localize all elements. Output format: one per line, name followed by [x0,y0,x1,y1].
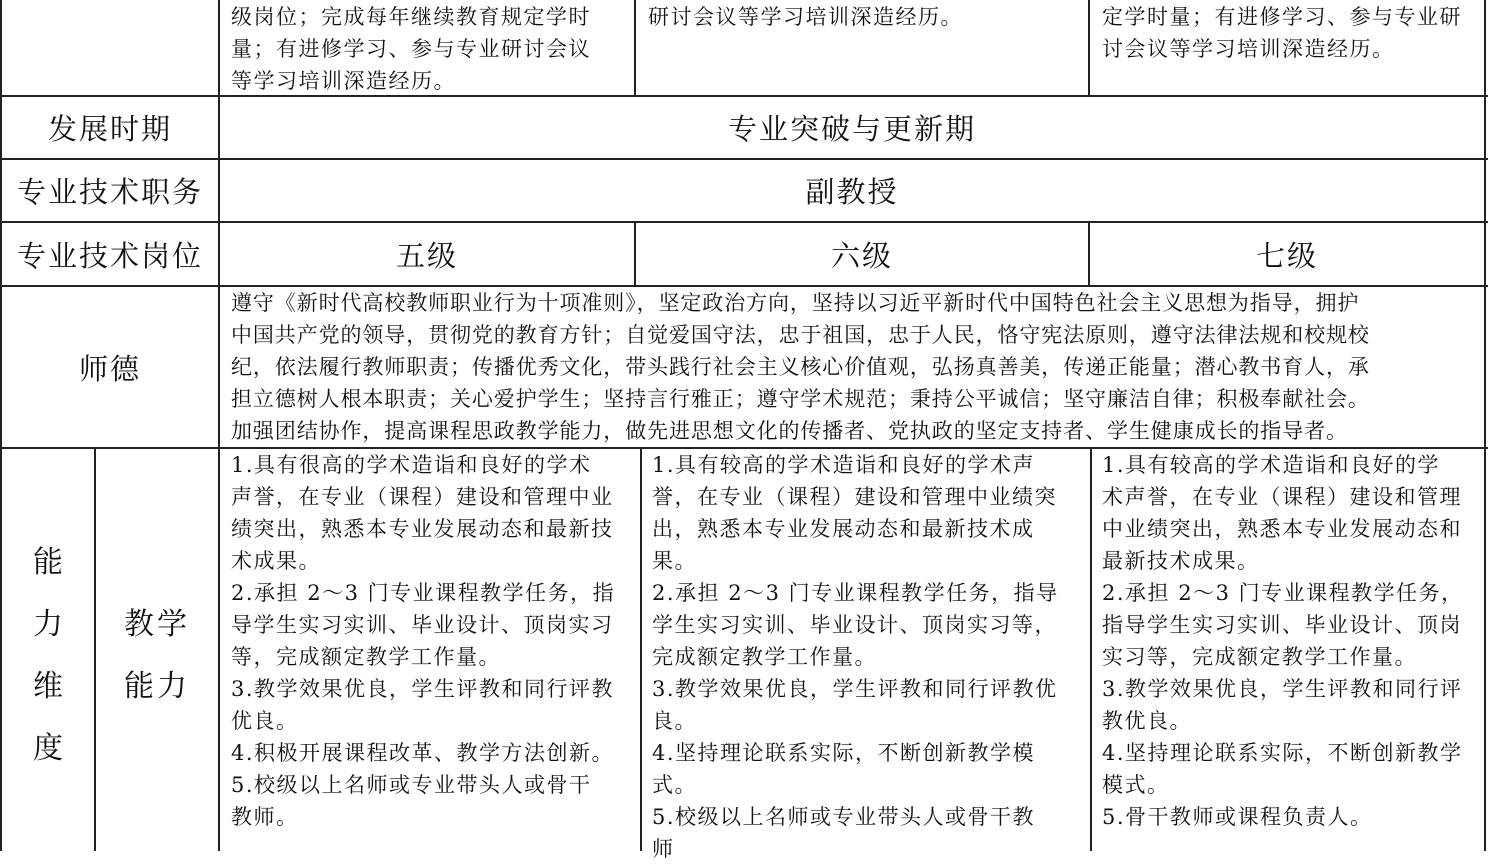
label-char: 度 [33,731,63,766]
text-line: 讨会议等学习培训深造经历。 [1102,37,1395,61]
text-line: 术成果。 [231,549,321,573]
text-line: 定学时量；有进修学习、参与专业研 [1102,5,1462,29]
text-line: 研讨会议等学习培训深造经历。 [648,5,963,29]
text-line: 指导学生实习实训、毕业设计、顶岗 [1102,613,1462,637]
label-char: 维 [33,669,63,704]
ethics-label: 师德 [78,351,141,386]
top-cell-level-2 [648,1,963,33]
text-line: 导学生实习实训、毕业设计、顶岗实习 [231,613,614,637]
text-line: 教师。 [231,805,299,829]
label-char: 力 [33,607,63,642]
text-line: 实习等，完成额定教学工作量。 [1102,645,1417,669]
post-label: 专业技术岗位 [16,238,203,273]
top-cell-level-3 [1102,1,1462,65]
text-line: 3.教学效果优良，学生评教和同行评 [1102,677,1463,701]
column-divider [634,0,636,96]
text-line: 中国共产党的领导，贯彻党的教育方针；自觉爱国守法，忠于祖国，忠于人民，恪守宪法原则，遵守法律法规和校规校 [231,323,1370,347]
ability-dimension-label [2,532,94,780]
label-char: 能 [33,545,63,580]
text-line: 量；有进修学习、参与专业研讨会议 [231,37,591,61]
text-line: 等学习培训深造经历。 [231,69,456,93]
title-value: 副教授 [805,175,899,209]
text-line: 绩突出，熟悉本专业发展动态和最新技 [231,517,614,541]
teaching-level-5 [231,449,615,833]
text-line: 级岗位；完成每年继续教育规定学时 [231,5,591,29]
text-line: 师 [652,837,675,861]
text-line: 遵守《新时代高校教师职业行为十项准则》，坚定政治方向，坚持以习近平新时代中国特色社会主义思想为指导，拥护 [231,291,1360,315]
column-divider [640,448,642,851]
teaching-level-7 [1102,449,1464,833]
text-line: 加强团结协作，提高课程思政教学能力，做先进思想文化的传播者、党执政的坚定支持者、学生健康成长的指导者。 [231,419,1348,443]
teaching-level-6 [652,449,1059,865]
text-line: 4.坚持理论联系实际，不断创新教学模 [652,741,1036,765]
text-line: 3.教学效果优良，学生评教和同行评教优 [652,677,1058,701]
text-line: 2.承担 2～3 门专业课程教学任务， [1102,581,1464,605]
text-line: 4.积极开展课程改革、教学方法创新。 [231,741,615,765]
title-label: 专业技术职务 [16,175,203,209]
text-line: 术声誉，在专业（课程）建设和管理 [1102,485,1462,509]
text-line: 出，熟悉本专业发展动态和最新技术成 [652,517,1035,541]
text-line: 1.具有很高的学术造诣和良好的学术 [231,453,592,477]
text-line: 果。 [652,549,697,573]
text-line: 良。 [652,709,697,733]
text-line: 完成额定教学工作量。 [652,645,877,669]
post-level-5: 五级 [395,238,458,273]
text-line: 声誉，在专业（课程）建设和管理中业 [231,485,614,509]
text-line: 5.校级以上名师或专业带头人或骨干教 [652,805,1036,829]
text-line: 纪，依法履行教师职责；传播优秀文化，带头践行社会主义核心价值观，弘扬真善美，传递正能量；潜心教书育人，承 [231,355,1370,379]
text-line: 最新技术成果。 [1102,549,1260,573]
teaching-ability-label [96,594,218,718]
text-line: 2.承担 2～3 门专业课程教学任务，指 [231,581,616,605]
label-line: 能力 [124,669,190,704]
text-line: 1.具有较高的学术造诣和良好的学术声 [652,453,1036,477]
text-line: 教优良。 [1102,709,1192,733]
label-line: 教学 [124,607,190,642]
period-label: 发展时期 [47,112,172,146]
period-value: 专业突破与更新期 [727,112,976,146]
column-divider [1088,0,1090,96]
text-line: 模式。 [1102,773,1170,797]
column-divider [1090,448,1092,851]
top-cell-level-1 [231,1,591,97]
text-line: 3.教学效果优良，学生评教和同行评教 [231,677,615,701]
text-line: 5.校级以上名师或专业带头人或骨干 [231,773,592,797]
text-line: 5.骨干教师或课程负责人。 [1102,805,1373,829]
text-line: 中业绩突出，熟悉本专业发展动态和 [1102,517,1462,541]
text-line: 誉，在专业（课程）建设和管理中业绩突 [652,485,1057,509]
post-level-6: 六级 [830,238,893,273]
post-level-7: 七级 [1255,238,1318,273]
text-line: 学生实习实训、毕业设计、顶岗实习等， [652,613,1057,637]
text-line: 优良。 [231,709,299,733]
ethics-content [231,287,1370,447]
text-line: 2.承担 2～3 门专业课程教学任务，指导 [652,581,1059,605]
text-line: 担立德树人根本职责；关心爱护学生；坚持言行雅正；遵守学术规范；秉持公平诚信；坚守廉洁自律；积极奉献社会。 [231,387,1370,411]
text-line: 式。 [652,773,697,797]
text-line: 等，完成额定教学工作量。 [231,645,501,669]
table-border-right [1484,0,1486,851]
text-line: 4.坚持理论联系实际，不断创新教学 [1102,741,1463,765]
text-line: 1.具有较高的学术造诣和良好的学 [1102,453,1441,477]
